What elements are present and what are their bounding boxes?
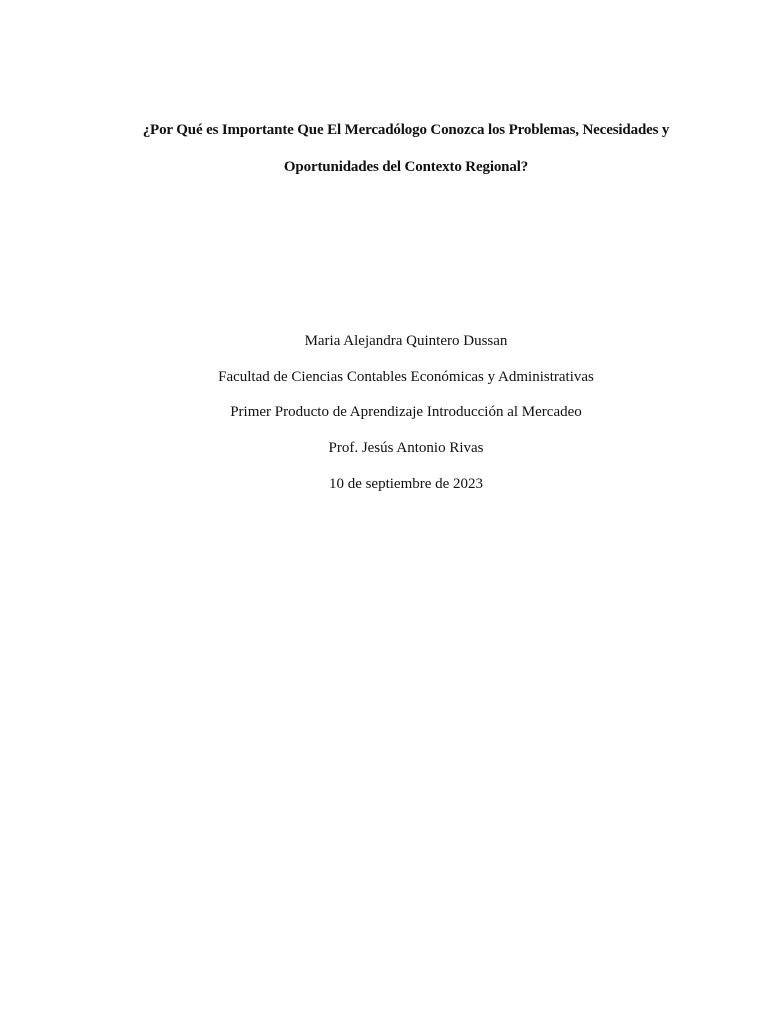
professor-name: Prof. Jesús Antonio Rivas [328,440,484,456]
course-name: Primer Producto de Aprendizaje Introducción al Mercadeo [230,404,582,420]
faculty-name: Facultad de Ciencias Contables Económicas y Administrativas [218,369,594,385]
document-title-line-2: Oportunidades del Contexto Regional? [283,159,529,175]
author-name: Maria Alejandra Quintero Dussan [304,333,508,349]
document-date: 10 de septiembre de 2023 [328,476,484,492]
document-title-line-1: ¿Por Qué es Importante Que El Mercadólogo Conozca los Problemas, Necesidades y [142,122,670,138]
